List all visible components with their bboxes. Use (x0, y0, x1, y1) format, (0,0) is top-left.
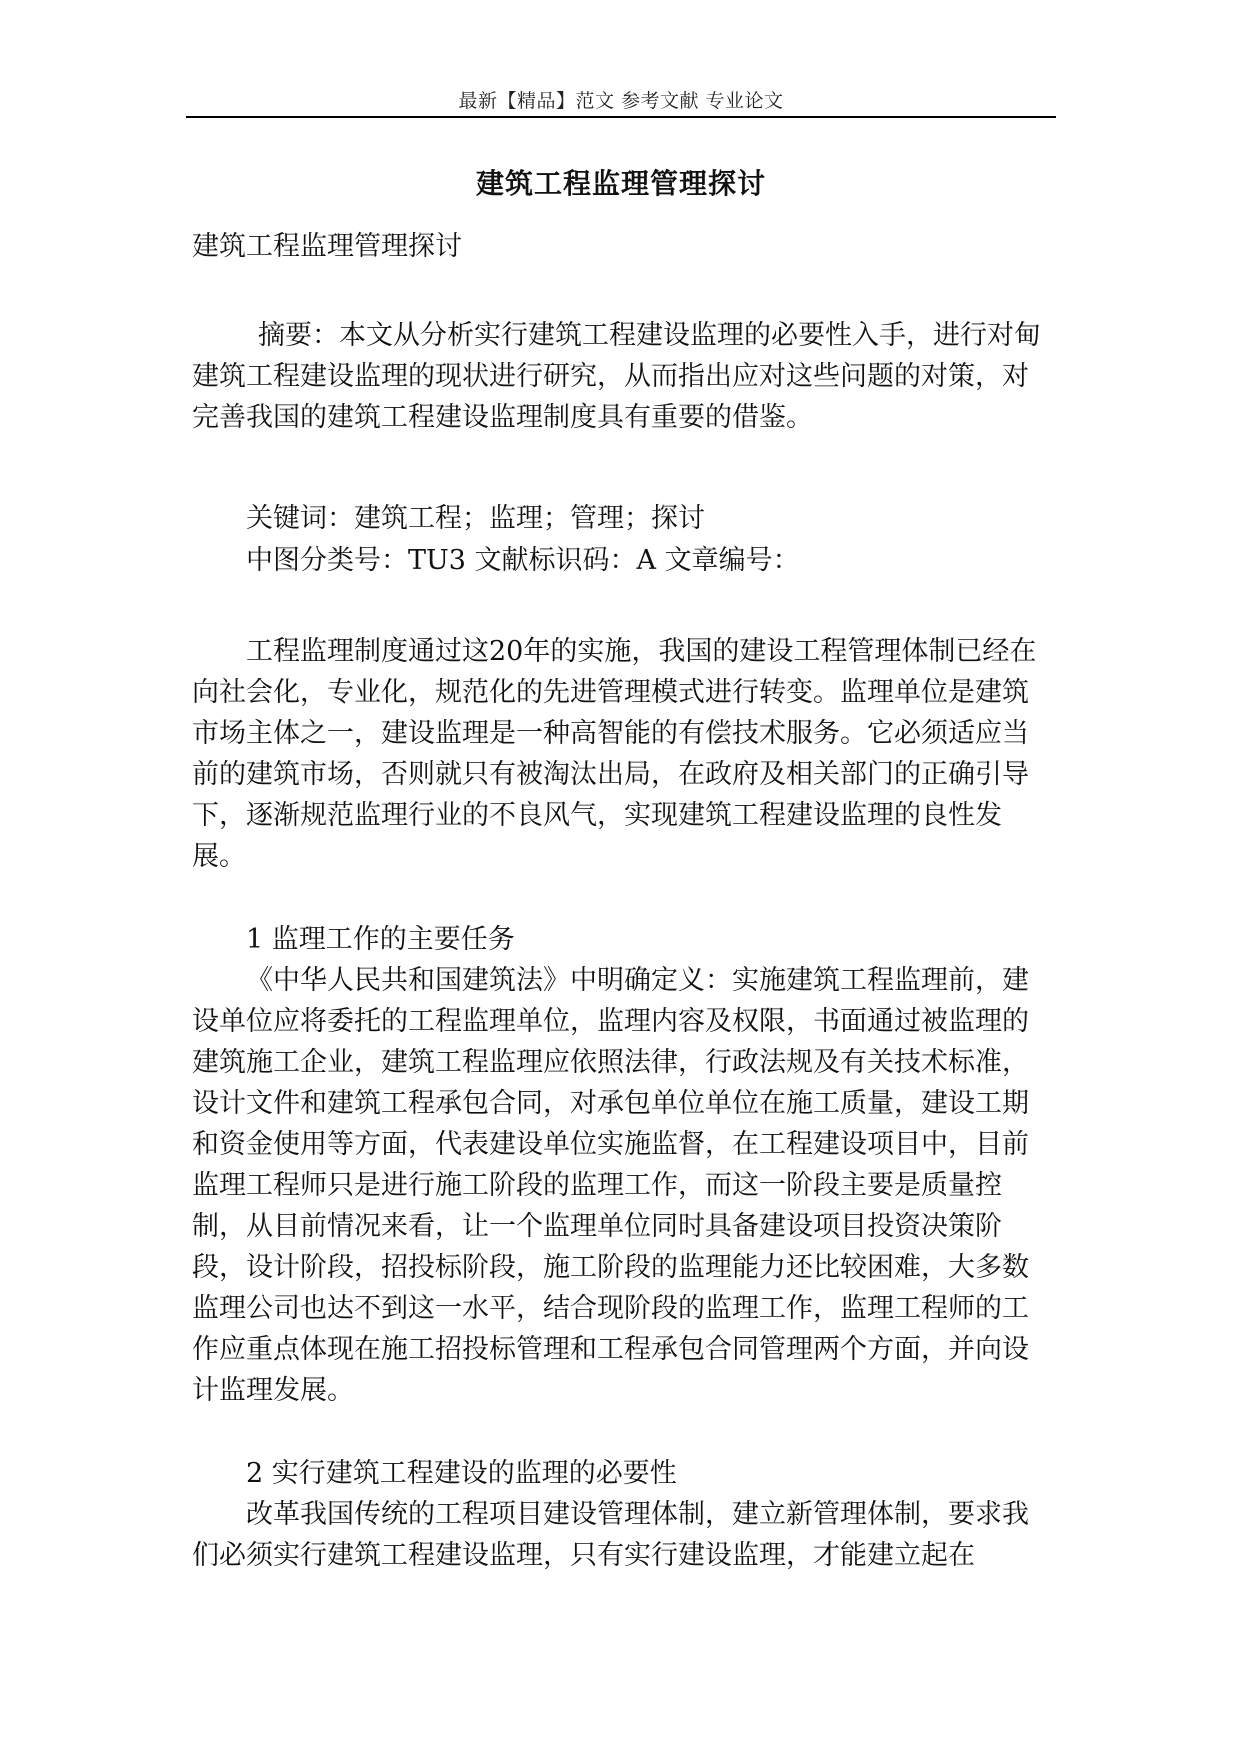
running-header: 最新【精品】范文 参考文献 专业论文 (458, 90, 784, 112)
header-divider (186, 116, 1056, 118)
keywords-line: 关键词：建筑工程；监理；管理；探讨 (246, 503, 705, 534)
document-title: 建筑工程监理管理探讨 (475, 167, 766, 200)
section-heading-1: 1 监理工作的主要任务 (246, 924, 515, 955)
abstract-paragraph: 摘要：本文从分析实行建筑工程建设监理的必要性入手，进行对甸建筑工程建设监理的现状进行研究，从而指出应对这些问题的对策，对完善我国的建筑工程建设监理制度具有重要的借鉴。 (192, 320, 1041, 433)
body-paragraph-2: 《中华人民共和国建筑法》中明确定义：实施建筑工程监理前，建设单位应将委托的工程监理单位，监理内容及权限，书面通过被监理的建筑施工企业，建筑工程监理应依照法律，行政法规及有关技术标准，设计文件和建筑工程承包合同，对承包单位单位在施工质量，建设工期和资金使用等方面，代表建设单位实施监督，在工程建设项目中，目前监理工程师只是进行施工阶段的监理工作，而这一阶段主要是质量控制，从目前情况来看，让一个监理单位同时具备建设项目投资决策阶段，设计阶段，招投标阶段，施工阶段的监理能力还比较困难，大多数监理公司也达不到这一水平，结合现阶段的监理工作，监理工程师的工作应重点体现在施工招投标管理和工程承包合同管理两个方面，并向设计监理发展。 (192, 965, 1029, 1406)
body-paragraph-1: 工程监理制度通过这20年的实施，我国的建设工程管理体制已经在向社会化，专业化，规范化的先进管理模式进行转变。监理单位是建筑市场主体之一，建设监理是一种高智能的有偿技术服务。它必须适应当前的建筑市场，否则就只有被淘汰出局，在政府及相关部门的正确引导下，逐渐规范监理行业的不良风气，实现建筑工程建设监理的良性发展。 (192, 636, 1037, 872)
classification-line: 中图分类号：TU3 文献标识码：A 文章编号： (246, 545, 800, 576)
section-heading-2: 2 实行建筑工程建设的监理的必要性 (246, 1458, 677, 1489)
body-paragraph-3: 改革我国传统的工程项目建设管理体制，建立新管理体制，要求我们必须实行建筑工程建设监理，只有实行建设监理，才能建立起在 (192, 1499, 1029, 1571)
document-subtitle: 建筑工程监理管理探讨 (192, 231, 462, 262)
